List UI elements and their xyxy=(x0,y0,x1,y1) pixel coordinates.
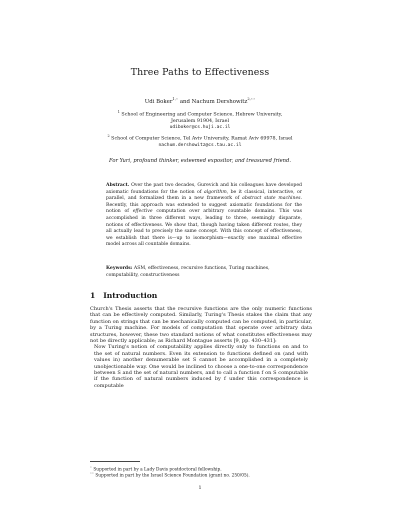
section-heading xyxy=(90,291,157,300)
keywords-text: ASM, effectiveness, recursive functions, Turing machines, computability, constructiveness xyxy=(106,266,270,278)
abstract-em-asm: abstract state machines xyxy=(242,196,301,202)
abstract-text-c: . Recently, this approach was extended to suggest axiomatic foundations for the notion of xyxy=(106,196,303,215)
affiliation-1-mark: 1 xyxy=(117,110,120,114)
paragraph-2-quote: Now Turing's notion of computability applies directly only to functions on and to the set of natural numbers. Even its extension to functions defined on (and with values in) another denumerable set S cannot be accomplished in a completely unobjectionable way. One would be inclined to choose a one-to-one correspondence between S and the set of natural numbers, and to call a function f on S computable if the function of natural numbers induced by f under this correspondence is computable xyxy=(94,344,308,389)
abstract-text-b: , be it classical, interactive, or parallel, and formalized them in a new framework of xyxy=(106,189,302,202)
abstract-text-a: Over the past two decades, Gurevich and his colleagues have developed axiomatic foundations for the notion of xyxy=(106,183,302,195)
paragraph-1 xyxy=(90,306,312,344)
footnote-1-text: Supported in part by a Lady Davis postdoctoral fellowship. xyxy=(92,467,222,473)
footnote-2-text: Supported in part by the Israel Science Foundation (grant no. 250/05). xyxy=(94,473,250,479)
section-title: Introduction xyxy=(103,291,158,300)
dedication: For Yuri, profound thinker, esteemed expositor, and treasured friend. xyxy=(109,158,291,164)
abstract-em-effective: effective xyxy=(132,209,153,215)
affiliation-1-line2: Jerusalem 91904, Israel xyxy=(170,119,230,124)
author-boker-marks: 1,⋆ xyxy=(172,97,179,101)
author-dershowitz-marks: 2,⋆⋆ xyxy=(247,97,256,101)
footnote-rule xyxy=(90,461,140,462)
affiliation-1 xyxy=(0,109,400,132)
paragraph-1-text-b: , pp. 430–431]: xyxy=(238,338,277,345)
footnote-1-mark: ⋆ xyxy=(90,465,92,469)
affiliation-2-email: nachum.dershowitz@cs.tau.ac.il xyxy=(158,143,242,148)
affiliation-2-line1: School of Computer Science, Tel Aviv University, Ramat Aviv 69978, Israel xyxy=(111,136,293,142)
abstract-em-algorithm: algorithm xyxy=(203,189,227,195)
abstract-text-d: computation over arbitrary countable domains. This was accomplished in three different ways, leading to three, seemingly disparate, notions of effectiveness. We show that, though having taken different routes, they all actually lead to precisely the same concept. With this concept of effectiveness, we establish that there is—up to isomorphism—exactly one maximal effective model across all countable domains. xyxy=(106,209,302,248)
footnote-2 xyxy=(90,471,250,478)
citation-link[interactable]: [9 xyxy=(233,338,239,345)
footnote-2-mark: ⋆⋆ xyxy=(90,471,94,475)
section-number: 1 xyxy=(90,291,96,300)
paper-title: Three Paths to Effectiveness xyxy=(130,67,270,78)
page-number: 1 xyxy=(198,486,202,491)
author-dershowitz: and Nachum Dershowitz xyxy=(178,98,248,105)
affiliation-2 xyxy=(0,133,400,149)
introduction-body xyxy=(90,306,312,389)
author-boker: Udi Boker xyxy=(144,98,173,105)
abstract xyxy=(106,183,302,249)
keywords xyxy=(106,266,302,279)
affiliation-2-mark: 2 xyxy=(107,134,110,138)
keywords-label: Keywords: xyxy=(106,266,133,271)
affiliation-1-email: udiboker@cs.huji.ac.il xyxy=(169,125,231,131)
abstract-label: Abstract. xyxy=(106,183,130,188)
author-line xyxy=(0,97,400,105)
paragraph-1-text-a: Church's Thesis asserts that the recursive functions are the only numeric functions that can be effectively computed. Similarly, Turing's Thesis stakes the claim that any function on strings that can be mechanically computed can be computed, in particular, by a Turing machine. For models of computation that operate over arbitrary data structures, however, these two standard notions of what constitutes effectiveness may not be directly applicable; as Richard Montague asserts xyxy=(90,306,312,345)
affiliation-1-line1: School of Engineering and Computer Science, Hebrew University, xyxy=(121,112,283,118)
